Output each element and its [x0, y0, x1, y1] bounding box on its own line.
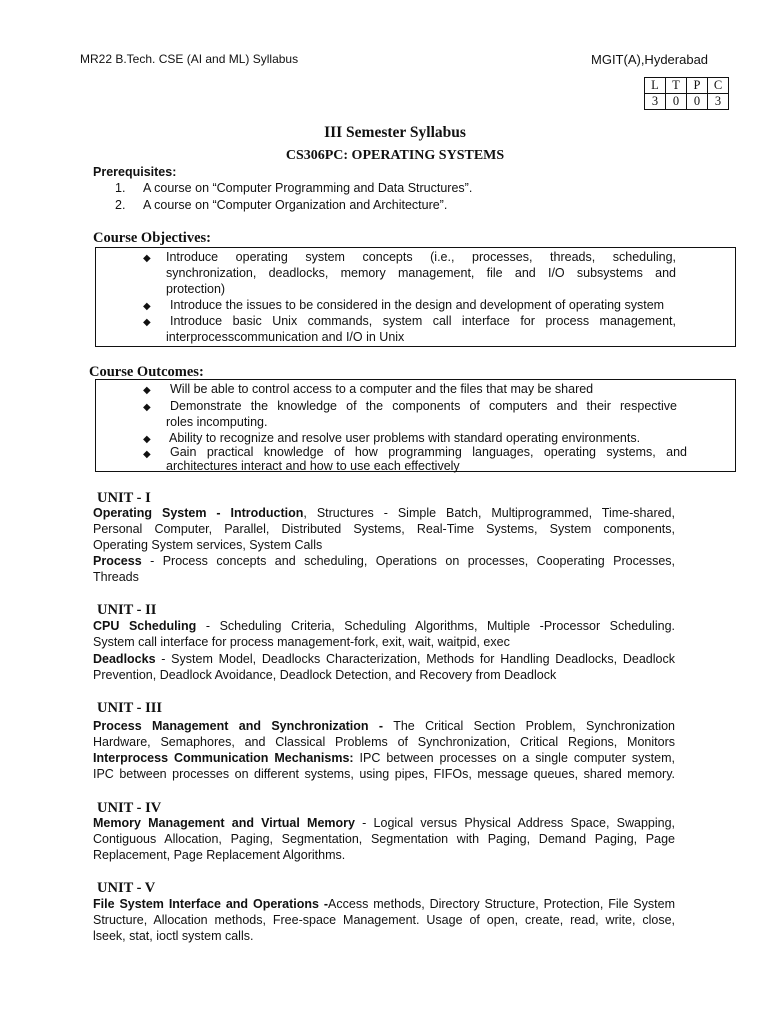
- unit-line: [93, 750, 675, 766]
- unit-text: - Scheduling Criteria, Scheduling Algorithms, Multiple -Processor Scheduling.: [196, 619, 675, 633]
- header-right: MGIT(A),Hyderabad: [591, 52, 709, 67]
- ltpc-value: 0: [666, 94, 687, 110]
- unit-title: UNIT - III: [97, 700, 163, 716]
- unit-block: [93, 618, 675, 650]
- outcomes-box: [95, 379, 736, 472]
- ltpc-value: 3: [708, 94, 729, 110]
- unit-text: - Process concepts and scheduling, Operations on processes, Cooperating Processes,: [141, 554, 675, 568]
- prerequisites-heading: Prerequisites:: [93, 165, 177, 179]
- unit-line: Prevention, Deadlock Avoidance, Deadlock Detection, and Recovery from Deadlock: [93, 668, 557, 682]
- unit-line: [93, 505, 675, 521]
- prerequisite-item: [115, 181, 615, 197]
- unit-title: UNIT - V: [97, 880, 156, 896]
- unit-text: - System Model, Deadlocks Characterization, Methods for Handling Deadlocks, Deadlock: [155, 652, 675, 666]
- header-left: MR22 B.Tech. CSE (AI and ML) Syllabus: [80, 52, 299, 66]
- unit-line: [93, 815, 675, 831]
- ltpc-table: [644, 77, 729, 110]
- unit-text: Access methods, Directory Structure, Protection, File System: [328, 897, 675, 911]
- unit-line: Replacement, Page Replacement Algorithms.: [93, 848, 346, 862]
- ltpc-label: P: [687, 78, 708, 94]
- bullet-icon: ◆: [143, 402, 151, 413]
- unit-text: IPC between processes on a single computer system,: [353, 751, 675, 765]
- unit-line: IPC between processes on different systems, using pipes, FIFOs, message queues, shared memory.: [93, 767, 675, 781]
- ltpc-label: L: [645, 78, 666, 94]
- prerequisite-text: A course on “Computer Organization and Architecture”.: [143, 198, 448, 212]
- unit-topic: CPU Scheduling: [93, 619, 197, 633]
- outcome-line: roles incomputing.: [166, 415, 268, 429]
- unit-block: [93, 651, 675, 683]
- outcome-line: architectures interact and how to use each effectively: [166, 459, 460, 473]
- unit-line: Contiguous Allocation, Paging, Segmentation, Segmentation with Paging, Demand Paging, Page: [93, 832, 675, 846]
- objectives-heading: Course Objectives:: [93, 230, 211, 246]
- prerequisite-number: 2.: [115, 198, 126, 212]
- ltpc-value: 3: [645, 94, 666, 110]
- bullet-icon: ◆: [143, 301, 151, 312]
- unit-line: [93, 618, 675, 634]
- ltpc-labels-row: [645, 78, 729, 94]
- unit-text: - Logical versus Physical Address Space, Swapping,: [354, 816, 675, 830]
- objectives-box: [95, 247, 736, 347]
- unit-topic: Memory Management and Virtual Memory: [93, 816, 355, 830]
- objective-line: interprocesscommunication and I/O in Unix: [166, 330, 405, 344]
- unit-line: [93, 896, 675, 912]
- unit-line: System call interface for process management-fork, exit, wait, waitpid, exec: [93, 635, 510, 649]
- outcome-line: Demonstrate the knowledge of the components of computers and their respective: [170, 399, 677, 413]
- outcomes-heading: Course Outcomes:: [89, 364, 204, 380]
- unit-line: [93, 651, 675, 667]
- bullet-icon: ◆: [143, 434, 151, 445]
- ltpc-label: C: [708, 78, 729, 94]
- prerequisite-text: A course on “Computer Programming and Data Structures”.: [143, 181, 473, 195]
- unit-block: [93, 553, 675, 585]
- objective-line: synchronization, deadlocks, memory management, file and I/O subsystems and: [166, 266, 676, 280]
- prerequisite-item: [115, 198, 615, 214]
- unit-line: Personal Computer, Parallel, Distributed Systems, Real-Time Systems, System components,: [93, 522, 675, 536]
- bullet-icon: ◆: [143, 385, 151, 396]
- bullet-icon: ◆: [143, 253, 151, 264]
- unit-topic: Interprocess Communication Mechanisms:: [93, 751, 354, 765]
- outcome-line: Gain practical knowledge of how programming languages, operating systems, and: [170, 445, 687, 459]
- ltpc-label: T: [666, 78, 687, 94]
- unit-line: lseek, stat, ioctl system calls.: [93, 929, 254, 943]
- unit-block: [93, 815, 675, 863]
- objective-line: Introduce operating system concepts (i.e., processes, threads, scheduling,: [166, 250, 676, 264]
- unit-block: [93, 505, 675, 553]
- unit-topic: Process Management and Synchronization -: [93, 719, 384, 733]
- unit-block: [93, 718, 675, 750]
- objective-line: Introduce the issues to be considered in the design and development of operating system: [170, 298, 665, 312]
- unit-line: [93, 718, 675, 734]
- unit-block: [93, 896, 675, 944]
- unit-line: [93, 553, 675, 569]
- objective-line: protection): [166, 282, 226, 296]
- bullet-icon: ◆: [143, 317, 151, 328]
- ltpc-value: 0: [687, 94, 708, 110]
- unit-line: Structure, Allocation methods, Free-space Management. Usage of open, create, read, write, close,: [93, 913, 675, 927]
- unit-line: Operating System services, System Calls: [93, 538, 323, 552]
- unit-topic: Deadlocks: [93, 652, 156, 666]
- bullet-icon: ◆: [143, 449, 151, 460]
- unit-text: , Structures - Simple Batch, Multiprogrammed, Time-shared,: [303, 506, 675, 520]
- unit-line: Threads: [93, 570, 139, 584]
- unit-title: UNIT - IV: [97, 800, 162, 816]
- unit-topic: Process: [93, 554, 142, 568]
- ltpc-values-row: [645, 94, 729, 110]
- unit-line: Hardware, Semaphores, and Classical Problems of Synchronization, Critical Regions, Monitors: [93, 735, 675, 749]
- objective-line: Introduce basic Unix commands, system call interface for process management,: [170, 314, 676, 328]
- unit-block: [93, 750, 675, 782]
- outcome-line: Ability to recognize and resolve user problems with standard operating environments.: [169, 431, 641, 445]
- unit-title: UNIT - II: [97, 602, 157, 618]
- unit-topic: Operating System - Introduction: [93, 506, 304, 520]
- prerequisite-number: 1.: [115, 181, 126, 195]
- course-title: CS306PC: OPERATING SYSTEMS: [285, 148, 505, 163]
- unit-topic: File System Interface and Operations -: [93, 897, 329, 911]
- page-title: III Semester Syllabus: [324, 124, 466, 141]
- outcome-line: Will be able to control access to a computer and the files that may be shared: [170, 382, 594, 396]
- unit-title: UNIT - I: [97, 490, 151, 506]
- unit-text: The Critical Section Problem, Synchronization: [383, 719, 675, 733]
